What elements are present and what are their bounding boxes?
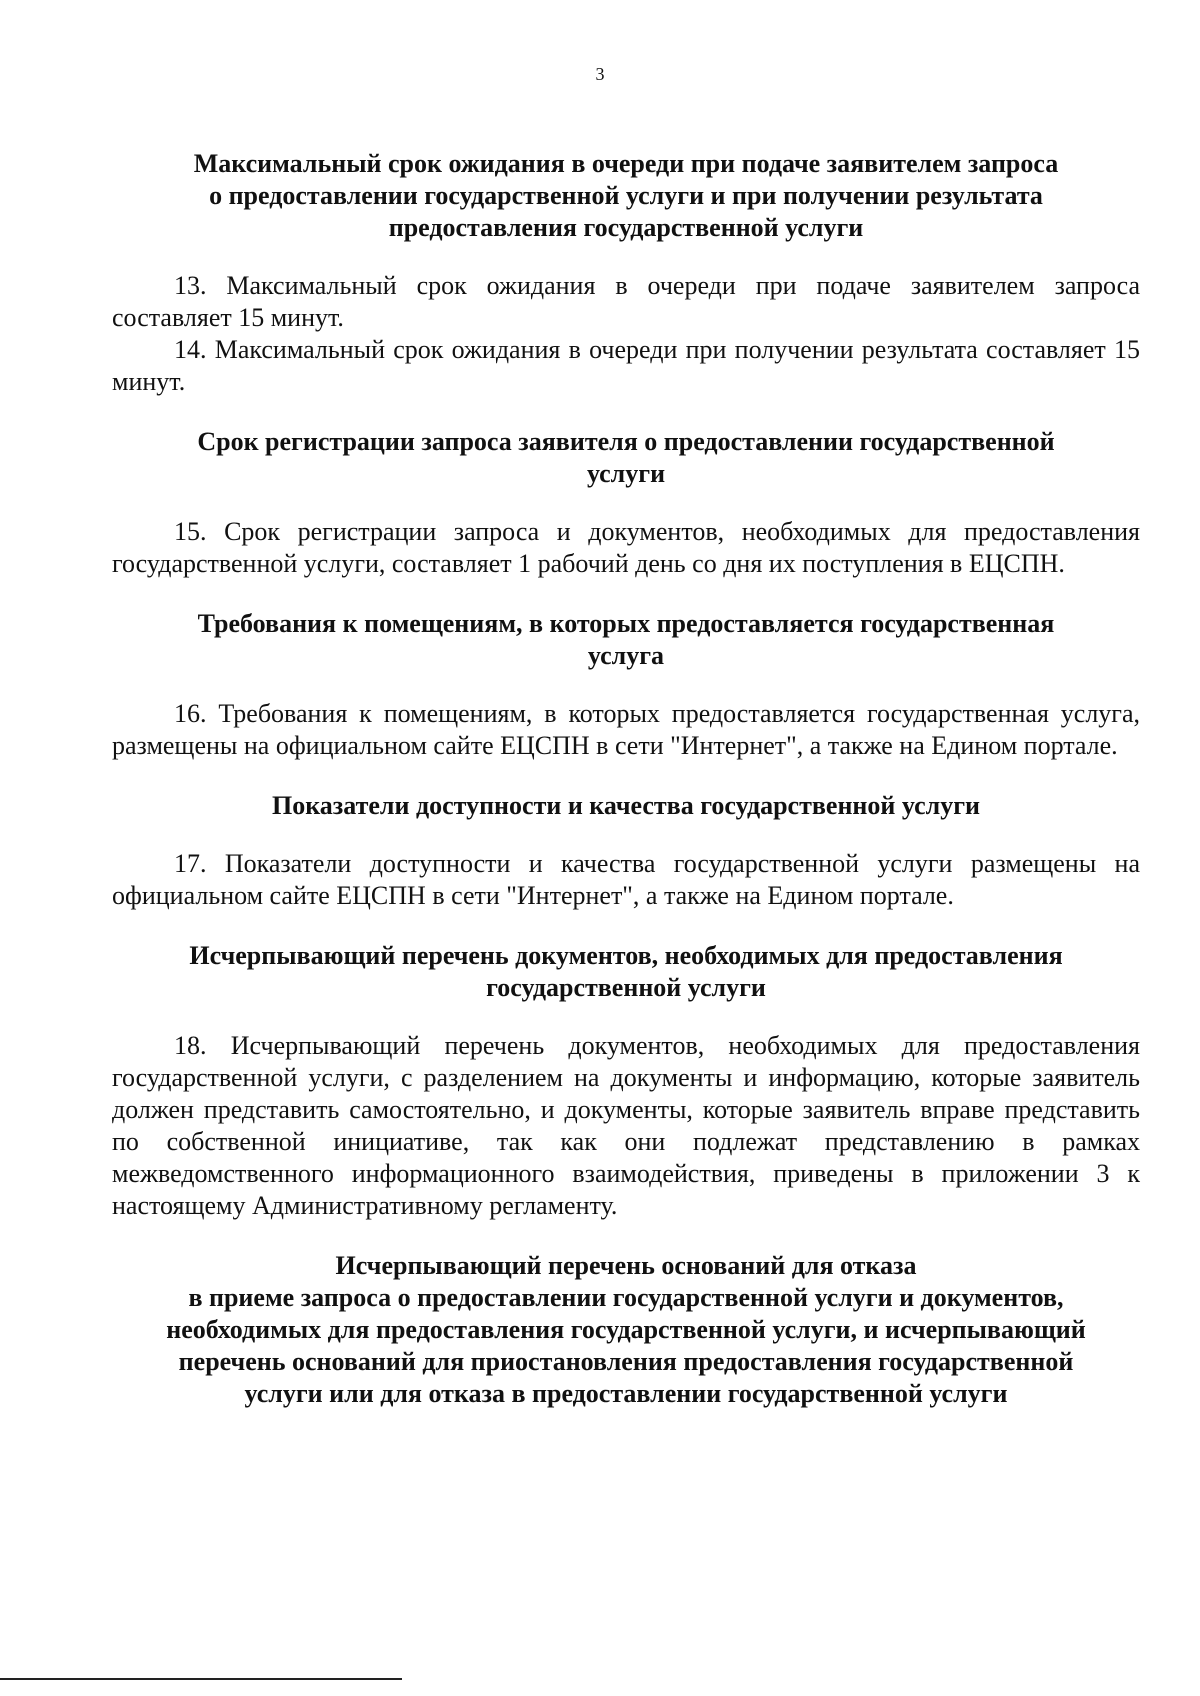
heading-line: Требования к помещениям, в которых предоставляется государственная xyxy=(197,609,1055,638)
section-heading xyxy=(112,1250,1140,1410)
heading-line: в приеме запроса о предоставлении государственной услуги и документов, xyxy=(188,1283,1064,1312)
section-quality-indicators xyxy=(112,790,1140,912)
section-heading xyxy=(112,940,1140,1004)
heading-line: предоставления государственной услуги xyxy=(388,213,864,242)
paragraph-16: 16. Требования к помещениям, в которых предоставляется государственная услуга, размещены на официальном сайте ЕЦСПН в сети "Интернет", а также на Едином портале. xyxy=(112,699,1140,760)
heading-line: услуги xyxy=(586,459,666,488)
section-heading xyxy=(112,608,1140,672)
heading-line: услуга xyxy=(587,641,665,670)
paragraph-13: 13. Максимальный срок ожидания в очереди при подаче заявителем запроса составляет 15 минут. xyxy=(112,271,1140,332)
heading-line: Показатели доступности и качества государственной услуги xyxy=(271,791,981,820)
heading-line: необходимых для предоставления государственной услуги, и исчерпывающий xyxy=(166,1315,1086,1344)
document-body xyxy=(112,148,1140,1410)
heading-line: государственной услуги xyxy=(486,973,766,1002)
heading-line: Срок регистрации запроса заявителя о предоставлении государственной xyxy=(197,427,1055,456)
section-premises-requirements xyxy=(112,608,1140,762)
section-queue-time xyxy=(112,148,1140,398)
paragraph-15: 15. Срок регистрации запроса и документов, необходимых для предоставления государственной услуги, составляет 1 рабочий день со дня их поступления в ЕЦСПН. xyxy=(112,517,1140,578)
section-registration-time xyxy=(112,426,1140,580)
heading-line: о предоставлении государственной услуги и при получении результата xyxy=(209,181,1043,210)
page-number: 3 xyxy=(595,64,605,84)
section-heading xyxy=(112,426,1140,490)
heading-line: Исчерпывающий перечень документов, необходимых для предоставления xyxy=(189,941,1063,970)
paragraph-17: 17. Показатели доступности и качества государственной услуги размещены на официальном сайте ЕЦСПН в сети "Интернет", а также на Едином портале. xyxy=(112,849,1140,910)
section-heading xyxy=(112,790,1140,822)
section-refusal-grounds xyxy=(112,1250,1140,1410)
heading-line: Исчерпывающий перечень оснований для отказа xyxy=(335,1251,917,1280)
heading-line: Максимальный срок ожидания в очереди при подаче заявителем запроса xyxy=(193,149,1059,178)
heading-line: перечень оснований для приостановления предоставления государственной xyxy=(178,1347,1074,1376)
paragraph-14: 14. Максимальный срок ожидания в очереди при получении результата составляет 15 минут. xyxy=(112,335,1140,396)
paragraph-18: 18. Исчерпывающий перечень документов, необходимых для предоставления государственной услуги, с разделением на документы и информацию, которые заявитель должен представить самостоятельно, и документы, которые заявитель вправе представить по собственной инициативе, так как они подлежат представлению в рамках межведомственного информационного взаимодействия, приведены в приложении 3 к настоящему Административному регламенту. xyxy=(112,1031,1140,1220)
section-heading xyxy=(112,148,1140,244)
footer-rule xyxy=(0,1678,402,1680)
section-documents-list xyxy=(112,940,1140,1222)
heading-line: услуги или для отказа в предоставлении государственной услуги xyxy=(244,1379,1008,1408)
